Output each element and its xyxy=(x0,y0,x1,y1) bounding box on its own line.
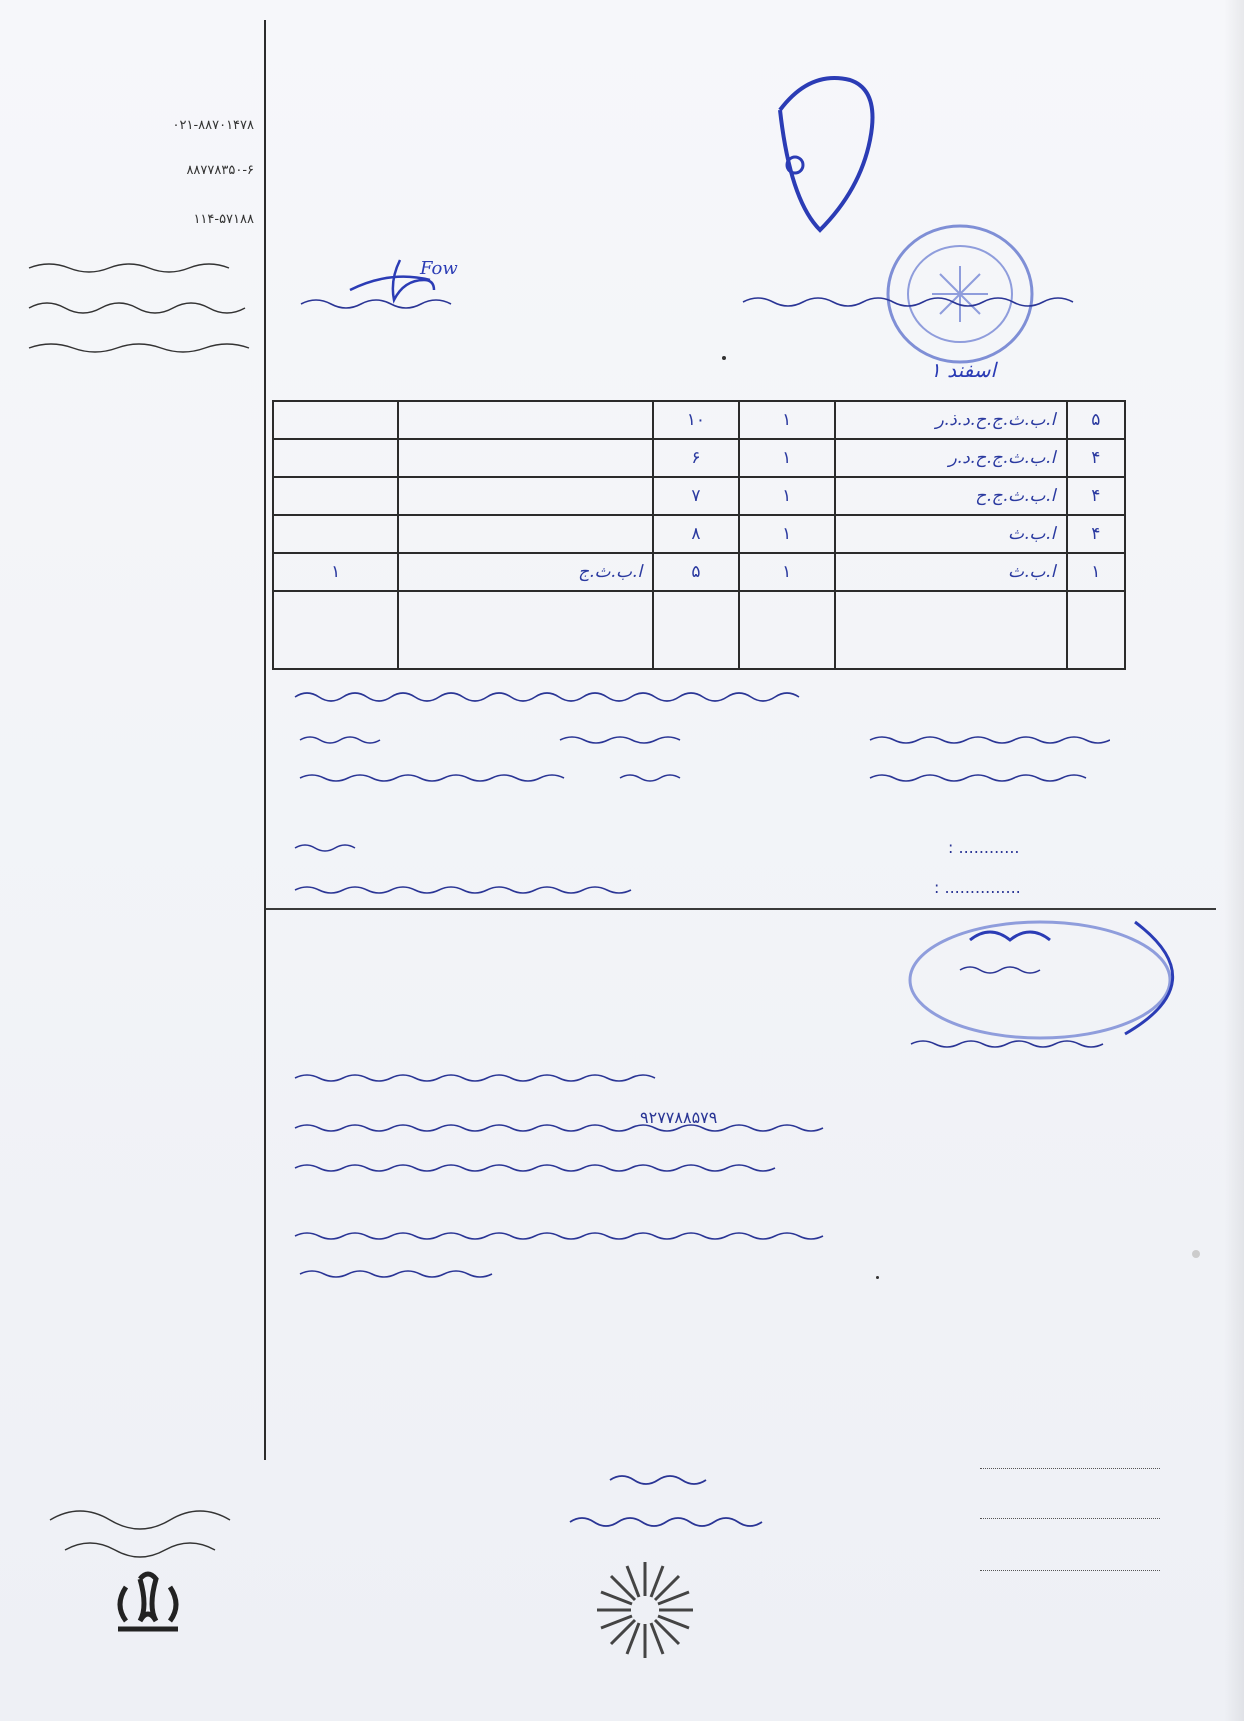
cell-number: ۷ xyxy=(653,477,739,515)
scan-speck xyxy=(1192,1250,1200,1258)
header-count-2 xyxy=(653,591,739,669)
signature-scribble: Fow xyxy=(420,258,458,279)
scan-speck xyxy=(876,1276,879,1279)
sunburst-logo xyxy=(590,1555,700,1665)
cell-item-2 xyxy=(398,477,653,515)
cell-count: ۴ xyxy=(1067,515,1125,553)
institution-name-script xyxy=(738,290,1098,314)
table-row xyxy=(273,477,1125,515)
cell-qty-2 xyxy=(273,439,398,477)
cell-qty-2 xyxy=(273,515,398,553)
cell-item-2: ا.ب.ث.ج xyxy=(398,553,653,591)
cell-qty: ۱ xyxy=(739,515,835,553)
cell-number: ۶ xyxy=(653,439,739,477)
cell-item-2 xyxy=(398,439,653,477)
cell-number: ۱۰ xyxy=(653,401,739,439)
sidebar-phone: ۰۲۱-۸۸۷۰۱۴۷۸ xyxy=(172,118,254,133)
header-qty-2 xyxy=(273,591,398,669)
body-text-lines xyxy=(290,1068,1120,1278)
cell-count: ۵ xyxy=(1067,401,1125,439)
items-table xyxy=(272,400,1126,670)
header-count xyxy=(1067,591,1125,669)
cell-count: ۱ xyxy=(1067,553,1125,591)
approval-seal xyxy=(900,910,1220,1050)
footer-field-number xyxy=(980,1500,1160,1519)
sidebar-address-script xyxy=(24,250,256,370)
header-qty xyxy=(739,591,835,669)
cell-qty: ۱ xyxy=(739,439,835,477)
cell-qty-2 xyxy=(273,401,398,439)
ink-stamp-mark xyxy=(740,70,900,270)
cell-qty: ۱ xyxy=(739,553,835,591)
table-row xyxy=(273,401,1125,439)
cell-qty: ۱ xyxy=(739,477,835,515)
sidebar-fax: ۸۸۷۷۸۳۵۰-۶ xyxy=(186,163,254,178)
table-header-row xyxy=(273,591,1125,669)
cell-number: ۸ xyxy=(653,515,739,553)
cell-item: ا.ب.ث xyxy=(835,515,1067,553)
emblem-logo xyxy=(40,1490,240,1640)
doc-number: ۹۲۷۷۸۸۵۷۹ xyxy=(640,1108,718,1127)
header-item-2 xyxy=(398,591,653,669)
cell-qty-2: ۱ xyxy=(273,553,398,591)
cell-item: ا.ب.ث.ج.ح xyxy=(835,477,1067,515)
table-row xyxy=(273,439,1125,477)
page-edge-shadow xyxy=(1224,0,1244,1721)
cell-count: ۴ xyxy=(1067,439,1125,477)
header-item xyxy=(835,591,1067,669)
cell-item-2 xyxy=(398,401,653,439)
scan-speck xyxy=(722,356,726,360)
table-row xyxy=(273,553,1125,591)
section2-heading-script xyxy=(290,836,650,906)
cell-qty-2 xyxy=(273,477,398,515)
cell-item: ا.ب.ث.ج.ح.د.ذ.ر xyxy=(835,401,1067,439)
footer-org-name xyxy=(560,1460,780,1540)
signature-title-script xyxy=(296,294,466,314)
cell-count: ۴ xyxy=(1067,477,1125,515)
sidebar-postal: ۱۱۴-۵۷۱۸۸ xyxy=(193,212,254,227)
cell-item: ا.ب.ث xyxy=(835,553,1067,591)
cell-qty: ۱ xyxy=(739,401,835,439)
cell-item: ا.ب.ث.ج.ح.د.ر xyxy=(835,439,1067,477)
footer-field-address xyxy=(980,1450,1160,1469)
footer-field-date xyxy=(980,1552,1160,1571)
vertical-rule xyxy=(264,20,266,1460)
section2-date-line: ............ : xyxy=(948,838,1020,857)
cell-number: ۵ xyxy=(653,553,739,591)
approval-signature-line xyxy=(906,1032,1106,1056)
table-row xyxy=(273,515,1125,553)
stamp-handwriting: ۱ اسفند xyxy=(930,358,997,382)
section2-number-line: ............... : xyxy=(934,878,1021,897)
note-line-1 xyxy=(290,686,810,708)
cell-item-2 xyxy=(398,515,653,553)
note-lines-2 xyxy=(290,728,1110,788)
